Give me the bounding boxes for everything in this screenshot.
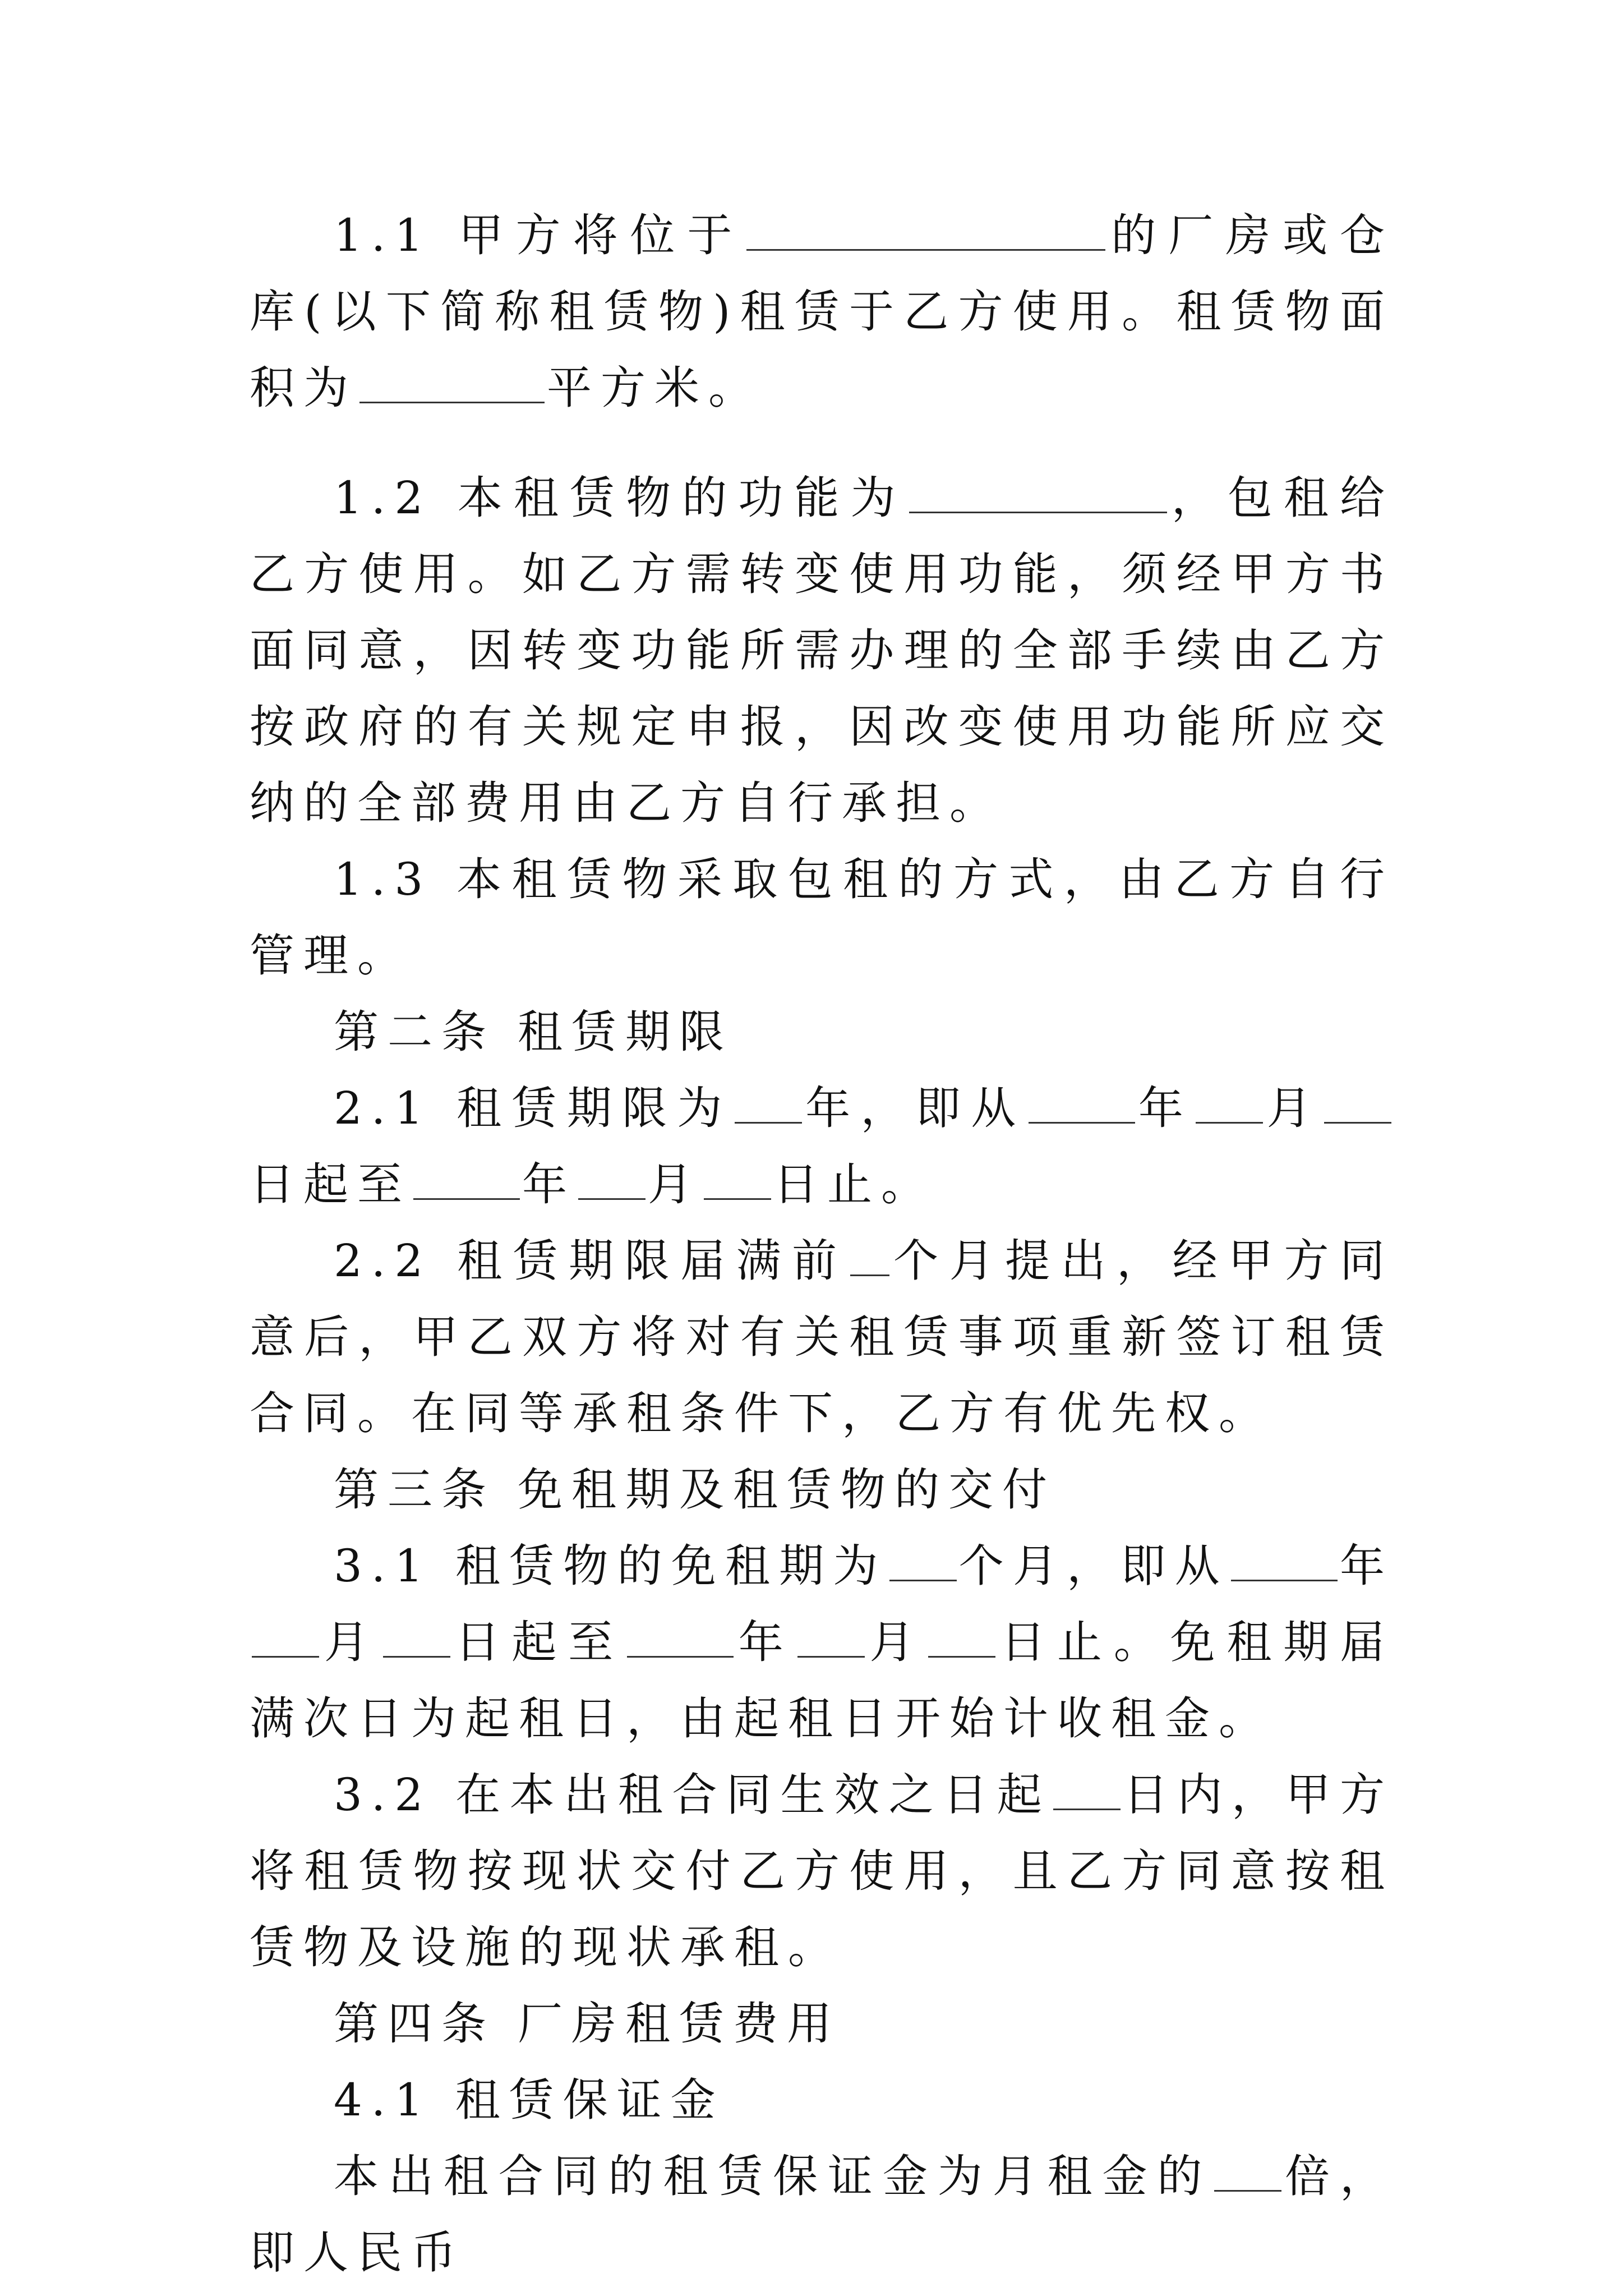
- clause-3-2: [250, 1757, 1394, 1986]
- clause-text: 个月，即从: [958, 1540, 1229, 1592]
- clause-text: 年: [1137, 1082, 1194, 1134]
- clause-text: 年: [1339, 1540, 1394, 1592]
- clause-2-2: [250, 1223, 1394, 1452]
- clause-text: 日内，甲方将租赁物按现状交付乙方使用，且乙方同意按租赁物及设施的现状承租。: [250, 1769, 1394, 1973]
- clause-text: 日止。免租期届满次日为起租日，由起租日开始计收租金。: [250, 1616, 1394, 1745]
- end-month-blank[interactable]: [578, 1158, 645, 1200]
- clause-4-1-text: [250, 2138, 1394, 2291]
- clause-text: 1.3 本租赁物采取包租的方式，由乙方自行管理。: [250, 853, 1394, 982]
- clause-text: 个月提出，经甲方同意后，甲乙双方将对有关租赁事项重新签订租赁合同。在同等承租条件下，乙方有优先权。: [250, 1235, 1394, 1439]
- clause-text: 2.2 租赁期限届满前: [334, 1235, 848, 1287]
- article-number: 第四条: [334, 1998, 495, 2050]
- free-months-blank[interactable]: [889, 1539, 957, 1581]
- free-end-day-blank[interactable]: [928, 1616, 995, 1658]
- free-start-year-blank[interactable]: [1231, 1539, 1338, 1581]
- function-blank[interactable]: [909, 471, 1167, 513]
- article-number: 第三条: [334, 1464, 495, 1516]
- delivery-days-blank[interactable]: [1053, 1768, 1121, 1810]
- article-2-heading: [250, 994, 1394, 1070]
- clause-1-1: [250, 197, 1394, 426]
- clause-1-2: [250, 460, 1394, 841]
- free-end-month-blank[interactable]: [797, 1616, 865, 1658]
- article-title: 租赁期限: [518, 1006, 733, 1058]
- article-3-heading: [250, 1452, 1394, 1528]
- clause-4-1-heading: [250, 2062, 1394, 2138]
- clause-text: 平方米。: [547, 362, 762, 414]
- years-blank[interactable]: [735, 1082, 802, 1124]
- start-day-blank[interactable]: [1324, 1082, 1391, 1124]
- article-title: 免租期及租赁物的交付: [518, 1464, 1056, 1516]
- area-blank[interactable]: [359, 361, 545, 403]
- clause-text: 月: [321, 1616, 381, 1668]
- location-blank[interactable]: [746, 209, 1105, 251]
- clause-text: 1.1 甲方将位于: [334, 209, 745, 261]
- clause-text: 日起至: [452, 1616, 625, 1668]
- clause-1-3: [250, 841, 1394, 994]
- free-start-month-blank[interactable]: [252, 1616, 319, 1658]
- end-year-blank[interactable]: [413, 1158, 520, 1200]
- clause-text: 的厂房或仓库(以下简称租赁物)租赁于乙方使用。租赁物面积为: [250, 209, 1394, 414]
- deposit-multiple-blank[interactable]: [1214, 2150, 1281, 2192]
- clause-text: 月: [866, 1616, 926, 1668]
- clause-2-1: [250, 1070, 1394, 1223]
- months-notice-blank[interactable]: [850, 1234, 889, 1276]
- clause-text: 本出租合同的租赁保证金为月租金的: [334, 2150, 1212, 2202]
- start-month-blank[interactable]: [1196, 1082, 1263, 1124]
- clause-text: 月: [648, 1158, 702, 1211]
- clause-3-1: [250, 1528, 1394, 1757]
- clause-text: 日止。: [773, 1158, 935, 1211]
- clause-text: 年: [522, 1158, 576, 1211]
- clause-text: 月: [1265, 1082, 1322, 1134]
- clause-text: 倍，即人民币: [250, 2150, 1394, 2279]
- clause-text: 日起至: [250, 1158, 411, 1211]
- start-year-blank[interactable]: [1029, 1082, 1135, 1124]
- clause-text: 1.2 本租赁物的功能为: [334, 472, 907, 524]
- free-end-year-blank[interactable]: [627, 1616, 734, 1658]
- clause-text: 2.1 租赁期限为: [334, 1082, 732, 1134]
- clause-text: 年，即从: [804, 1082, 1026, 1134]
- article-number: 第二条: [334, 1006, 495, 1058]
- clause-text: ，包租给乙方使用。如乙方需转变使用功能，须经甲方书面同意，因转变功能所需办理的全部手续由乙方按政府的有关规定申报，因改变使用功能所应交纳的全部费用由乙方自行承担。: [250, 472, 1394, 829]
- free-start-day-blank[interactable]: [383, 1616, 450, 1658]
- article-4-heading: [250, 1986, 1394, 2062]
- end-day-blank[interactable]: [704, 1158, 771, 1200]
- contract-body: [250, 197, 1394, 2291]
- clause-text: 3.1 租赁物的免租期为: [334, 1540, 887, 1592]
- clause-text: 年: [735, 1616, 795, 1668]
- clause-text: 3.2 在本出租合同生效之日起: [334, 1769, 1052, 1821]
- clause-text: 4.1 租赁保证金: [334, 2074, 725, 2126]
- article-title: 厂房租赁费用: [518, 1998, 841, 2050]
